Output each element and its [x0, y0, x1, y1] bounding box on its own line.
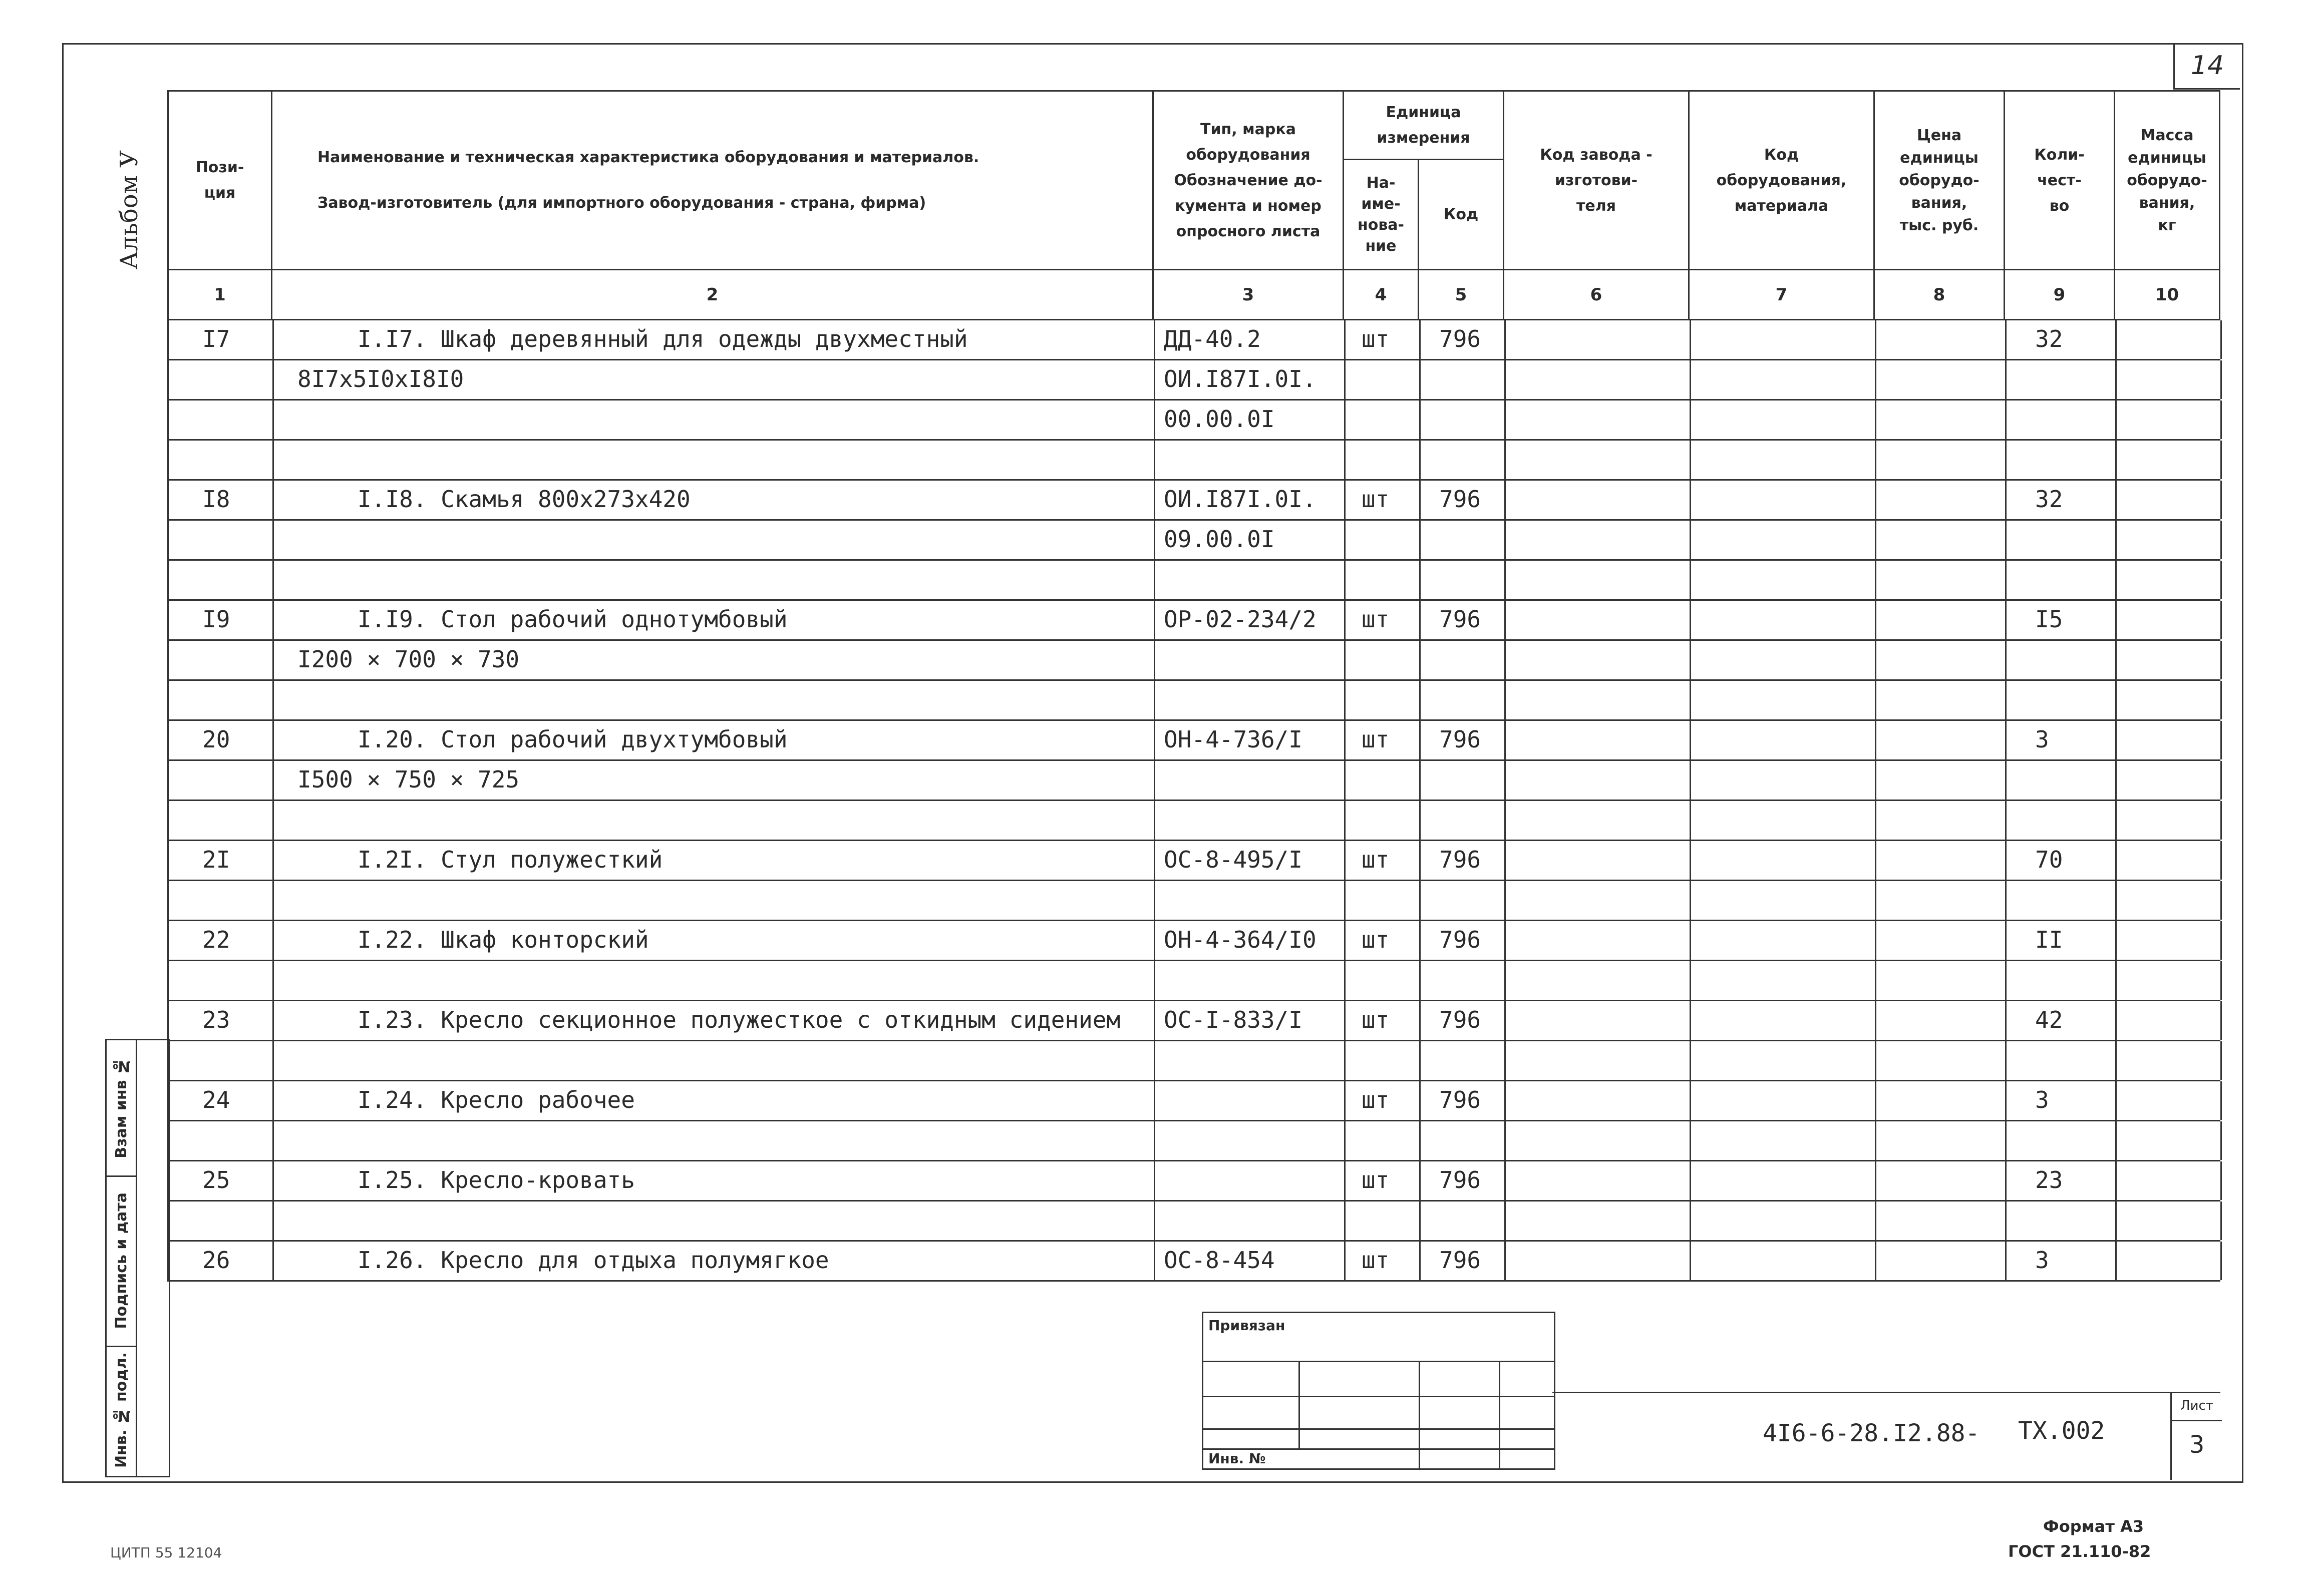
name-cell: I.26. Кресло для отдыха полумягкое	[358, 1247, 829, 1274]
name-cell: I.I7. Шкаф деревянный для одежды двухместный	[358, 325, 968, 352]
table-row	[167, 1001, 2220, 1041]
document-number: 4I6-6-28.I2.88-	[1763, 1419, 1980, 1447]
document-cell: 00.00.0I	[1164, 406, 1275, 433]
position-cell: 20	[202, 726, 230, 753]
table-row	[167, 961, 2220, 1001]
name-cell: I.2I. Стул полужесткий	[358, 846, 663, 873]
position-cell: 24	[202, 1086, 230, 1113]
col-number: 2	[272, 270, 1154, 320]
left-footer-code: ЦИТП 55 12104	[110, 1544, 222, 1561]
vzam-inv-label: Взам инв №	[112, 1057, 130, 1158]
gost-label: ГОСТ 21.110-82	[2008, 1542, 2151, 1561]
table-row	[167, 320, 2220, 360]
document-cell: ОН-4-736/I	[1164, 726, 1302, 753]
unit-cell: шт	[1362, 1247, 1390, 1274]
table-row	[167, 1242, 2220, 1282]
document-cell: ОС-8-495/I	[1164, 846, 1302, 873]
quantity-cell: I5	[2035, 606, 2063, 633]
unit-code-cell: 796	[1439, 325, 1481, 352]
col-number: 7	[1690, 270, 1875, 320]
document-cell: ОР-02-234/2	[1164, 606, 1316, 633]
table-row	[167, 1121, 2220, 1161]
name-cell: I.25. Кресло-кровать	[358, 1166, 635, 1193]
document-cell: ОИ.I87I.0I.	[1164, 365, 1316, 392]
document-cell: ОС-8-454	[1164, 1247, 1275, 1274]
quantity-cell: II	[2035, 926, 2063, 953]
header-unit-group: Единица измерения	[1344, 90, 1504, 160]
header-quantity: Коли- чест- во	[2005, 90, 2115, 270]
unit-cell: шт	[1362, 1006, 1390, 1033]
unit-code-cell: 796	[1439, 846, 1481, 873]
unit-code-cell: 796	[1439, 926, 1481, 953]
unit-cell: шт	[1362, 325, 1390, 352]
quantity-cell: 70	[2035, 846, 2063, 873]
quantity-cell: 3	[2035, 726, 2049, 753]
quantity-cell: 3	[2035, 1086, 2049, 1113]
inv-podl-cell	[107, 1346, 136, 1474]
name-cell: I.I8. Скамья 800x273x420	[358, 486, 691, 513]
header-price: Цена единицы оборудо- вания, тыс. руб.	[1875, 90, 2005, 270]
podpis-cell	[107, 1175, 136, 1347]
unit-code-cell: 796	[1439, 1247, 1481, 1274]
table-row	[167, 1202, 2220, 1242]
name-cell: I.23. Кресло секционное полужесткое с откидным сидением	[358, 1006, 1121, 1033]
header-unit-code: Код	[1419, 160, 1504, 270]
unit-cell: шт	[1362, 846, 1390, 873]
table-row	[167, 521, 2220, 561]
document-cell: 09.00.0I	[1164, 526, 1275, 553]
table-row	[167, 761, 2220, 801]
name-cell: I.20. Стол рабочий двухтумбовый	[358, 726, 788, 753]
unit-cell: шт	[1362, 606, 1390, 633]
sheet-corner-number: 14	[2173, 43, 2240, 90]
table-row	[167, 921, 2220, 961]
position-cell: 23	[202, 1006, 230, 1033]
table-row	[167, 561, 2220, 601]
unit-code-cell: 796	[1439, 486, 1481, 513]
position-cell: I8	[202, 486, 230, 513]
col-number: 5	[1419, 270, 1504, 320]
header-mass: Масса единицы оборудо- вания, кг	[2115, 90, 2220, 270]
name-cell: I.22. Шкаф конторский	[358, 926, 649, 953]
document-code: ТХ.002	[2018, 1417, 2105, 1445]
quantity-cell: 23	[2035, 1166, 2063, 1193]
unit-code-cell: 796	[1439, 1166, 1481, 1193]
table-row	[167, 601, 2220, 641]
col-number: 3	[1154, 270, 1344, 320]
quantity-cell: 32	[2035, 486, 2063, 513]
table-row	[167, 360, 2220, 401]
table-row	[167, 801, 2220, 841]
name-cell: I200 × 700 × 730	[297, 646, 520, 673]
header-name-line1: Наименование и техническая характеристика оборудования и материалов.	[317, 149, 979, 166]
vzam-inv-cell	[107, 1040, 136, 1177]
position-cell: 25	[202, 1166, 230, 1193]
unit-cell: шт	[1362, 486, 1390, 513]
table-row	[167, 881, 2220, 921]
privyazan-label: Привязан	[1208, 1317, 1285, 1334]
table-header	[167, 90, 2220, 305]
unit-code-cell: 796	[1439, 726, 1481, 753]
position-cell: I7	[202, 325, 230, 352]
unit-code-cell: 796	[1439, 606, 1481, 633]
table-row	[167, 721, 2220, 761]
header-name	[272, 90, 1154, 270]
table-row	[167, 1161, 2220, 1202]
unit-code-cell: 796	[1439, 1006, 1481, 1033]
title-block	[1202, 1312, 2220, 1480]
col-number: 9	[2005, 270, 2115, 320]
unit-cell: шт	[1362, 726, 1390, 753]
position-cell: 2I	[202, 846, 230, 873]
name-cell: I.I9. Стол рабочий однотумбовый	[358, 606, 788, 633]
table-row	[167, 481, 2220, 521]
col-number: 10	[2115, 270, 2220, 320]
privyazan-stamp	[1202, 1312, 1555, 1470]
quantity-cell: 32	[2035, 325, 2063, 352]
album-label: Альбом У	[115, 150, 143, 270]
position-cell: I9	[202, 606, 230, 633]
header-name-line2: Завод-изготовитель (для импортного оборудования - страна, фирма)	[317, 194, 926, 212]
col-number: 6	[1504, 270, 1690, 320]
header-type: Тип, марка оборудования Обозначение до- кумента и номер опросного листа	[1154, 90, 1344, 270]
quantity-cell: 42	[2035, 1006, 2063, 1033]
col-number: 8	[1875, 270, 2005, 320]
quantity-cell: 3	[2035, 1247, 2049, 1274]
name-cell: I.24. Кресло рабочее	[358, 1086, 635, 1113]
unit-cell: шт	[1362, 926, 1390, 953]
sheet-value: 3	[2189, 1431, 2205, 1459]
sheet-box	[2170, 1392, 2222, 1480]
sheet-label: Лист	[2172, 1392, 2222, 1421]
unit-cell: шт	[1362, 1166, 1390, 1193]
format-label: Формат А3	[2043, 1517, 2144, 1536]
position-cell: 26	[202, 1247, 230, 1274]
document-cell: ОС-I-833/I	[1164, 1006, 1302, 1033]
table-row	[167, 1041, 2220, 1081]
table-row	[167, 441, 2220, 481]
col-number: 4	[1344, 270, 1419, 320]
side-strip	[105, 1039, 170, 1477]
table-row	[167, 1081, 2220, 1121]
document-cell: ОИ.I87I.0I.	[1164, 486, 1316, 513]
table-row	[167, 841, 2220, 881]
name-cell: I500 × 750 × 725	[297, 766, 520, 793]
table-row	[167, 681, 2220, 721]
unit-code-cell: 796	[1439, 1086, 1481, 1113]
podpis-label: Подпись и дата	[112, 1192, 130, 1329]
col-number: 1	[167, 270, 272, 320]
inv-podl-label: Инв. № подл.	[112, 1352, 130, 1468]
header-factory-code: Код завода - изготови- теля	[1504, 90, 1690, 270]
document-cell: ДД-40.2	[1164, 325, 1261, 352]
inv-no-label: Инв. №	[1208, 1450, 1266, 1467]
name-cell: 8I7x5I0xI8I0	[297, 365, 464, 392]
header-unit-name: На- име- нова- ние	[1344, 160, 1419, 270]
position-cell: 22	[202, 926, 230, 953]
table-row	[167, 401, 2220, 441]
table-row	[167, 641, 2220, 681]
header-equipment-code: Код оборудования, материала	[1690, 90, 1875, 270]
header-position: Пози- ция	[167, 90, 272, 270]
unit-cell: шт	[1362, 1086, 1390, 1113]
document-cell: ОН-4-364/I0	[1164, 926, 1316, 953]
